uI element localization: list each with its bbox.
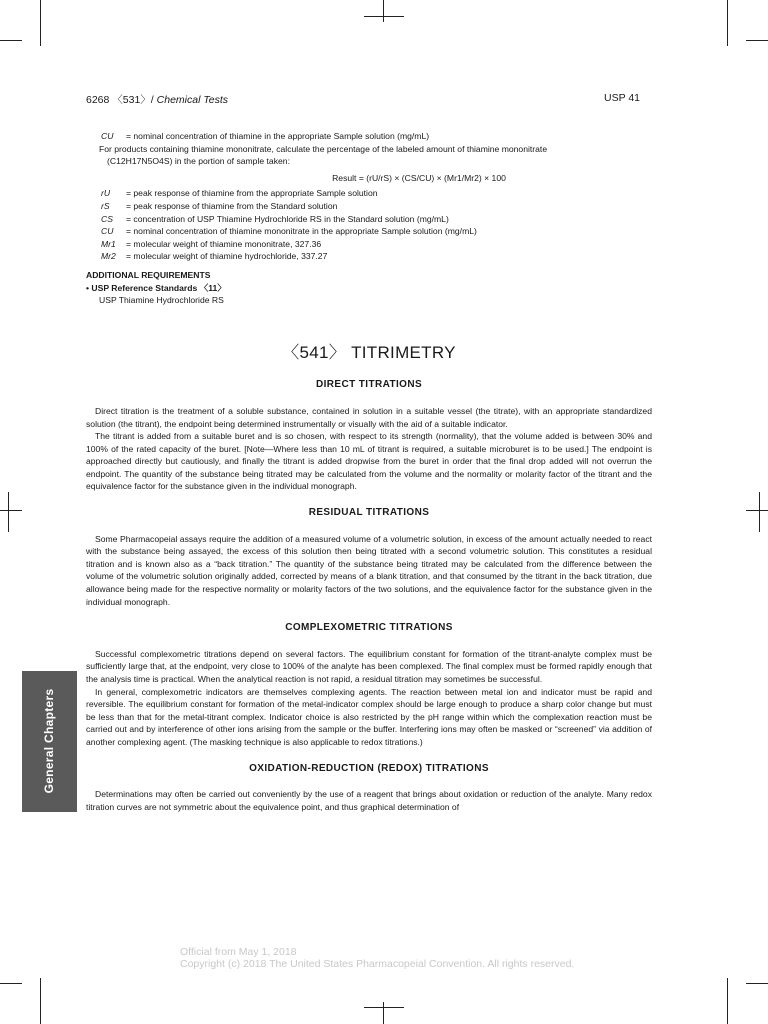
definition-text: = nominal concentration of thiamine in the appropriate Sample solution (mg/mL) [126, 131, 430, 141]
definition-text: = concentration of USP Thiamine Hydrochloride RS in the Standard solution (mg/mL) [126, 213, 449, 224]
footer-official-line: Official from May 1, 2018 [180, 946, 297, 958]
footer-notice [180, 946, 574, 970]
body-paragraph: Successful complexometric titrations depend on several factors. The equilibrium constant for formation of the titrant-analyte complex must be sufficiently large that, at the endpoint, very close to 100% of the analyte has been complexed. The final complex must be formed rapidly enough that the analysis time is practical. When the analytical reaction is not rapid, a residual titration may sometimes be successful. [86, 648, 652, 684]
definition-symbol: Mr2 [101, 251, 116, 262]
definition-text: = peak response of thiamine from the Standard solution [126, 200, 338, 211]
body-paragraph: In general, complexometric indicators are themselves complexing agents. The reaction between metal ion and indicator must be rapid and reversible. The equilibrium constant for formation of the metal-indicator complex should be large enough to produce a sharp color change but must be less than that for the metal-titrant complex. Indicator choice is also restricted by the pH range within which the complexation reaction must be carried out and by interference of other ions arising from the sample or the buffer. Interfering ions may often be masked or “screened” via addition of another complexing agent. (The masking technique is also applicable to redox titrations.) [86, 686, 652, 747]
definition-text: = molecular weight of thiamine mononitrate, 327.36 [126, 238, 322, 249]
section-title: DIRECT TITRATIONS [315, 379, 423, 391]
definition-row [86, 250, 652, 263]
result-formula: Result = (rU/rS) × (CS/CU) × (Mr1/Mr2) × 100 [332, 172, 506, 183]
crop-mark [383, 0, 384, 22]
crop-mark [746, 40, 768, 41]
definition-row [86, 187, 652, 200]
crop-mark [364, 16, 404, 17]
definition-row [86, 130, 652, 143]
chapter-title: 〈541〉 TITRIMETRY [282, 342, 456, 362]
definition-symbol: rS [101, 200, 110, 211]
body-paragraph: Some Pharmacopeial assays require the addition of a measured volume of a volumetric solution, in excess of the amount actually needed to react with the substance being assayed, the excess of this solution then being titrated with a second volumetric solution. This constitutes a residual titration and is known also as a “back titration.” The quantity of the substance being titrated may be calculated from the difference between the volume of the volumetric solution originally added, corrected by means of a blank titration, and that consumed by the titrant in the back titration, due allowance being made for the respective normality or molarity factors of the two solutions, and the equivalence factor for the substance given in the individual monograph. [86, 533, 652, 607]
section-title: COMPLEXOMETRIC TITRATIONS [285, 622, 453, 634]
crop-mark [0, 40, 22, 41]
definition-symbol: CS [101, 213, 113, 224]
running-header-left [86, 92, 228, 107]
body-paragraph: The titrant is added from a suitable buret and is so chosen, with respect to its strength (normality), that the volume added is between 30% and 100% of the rated capacity of the buret. [Note—Where less than 10 mL of titrant is required, a suitable microburet is to be used.] The endpoint is approached directly but cautiously, and finally the titrant is added dropwise from the buret in order that the final drop added will not overrun the endpoint. The quantity of the substance being titrated may be calculated from the volume and the normality or molarity factor of the titrant and the equivalence factor for the substance given in the individual monograph. [86, 431, 652, 492]
crop-mark [727, 0, 728, 46]
reference-standard-item: USP Thiamine Hydrochloride RS [99, 295, 224, 306]
side-tab-label: General Chapters [42, 688, 56, 794]
crop-mark [759, 492, 760, 532]
crop-mark [364, 1007, 404, 1008]
section-residual-titrations [86, 507, 652, 608]
intro-paragraph-cont: (C12H17N5O4S) in the portion of sample taken: [107, 156, 290, 167]
section-direct-titrations [86, 379, 652, 493]
definition-symbol: rU [101, 188, 111, 199]
definition-text: = molecular weight of thiamine hydrochloride, 337.27 [126, 251, 328, 262]
definition-text: = peak response of thiamine from the appropriate Sample solution [126, 188, 378, 199]
page-chapter-ref: 6268 〈531〉/ [86, 94, 154, 106]
definition-row [86, 225, 652, 238]
section-complexometric-titrations [86, 622, 652, 748]
definition-row [86, 213, 652, 226]
crop-mark [40, 978, 41, 1024]
definition-row [86, 238, 652, 251]
crop-mark [383, 1002, 384, 1024]
body-paragraph: Determinations may often be carried out conveniently by the use of a reagent that brings about oxidation or reduction of the analyte. Many redox titration curves are not symmetric about the equivalence point, and thus graphical determination of [86, 789, 652, 812]
body-paragraph: Direct titration is the treatment of a soluble substance, contained in solution in a suitable vessel (the titrate), with an appropriate standardized solution (the titrant), the endpoint being determined instrumentally or visually with the aid of a suitable indicator. [86, 405, 652, 429]
additional-requirements-heading: ADDITIONAL REQUIREMENTS [86, 269, 211, 280]
definitions-list [86, 187, 652, 263]
general-chapters-tab [22, 671, 77, 812]
running-header-right: USP 41 [604, 92, 640, 104]
section-title: RESIDUAL TITRATIONS [308, 507, 430, 519]
crop-mark [40, 0, 41, 46]
definition-text: = nominal concentration of thiamine mononitrate in the appropriate Sample solution (mg/mL) [126, 226, 477, 237]
footer-copyright-line: Copyright (c) 2018 The United States Pharmacopeial Convention. All rights reserved. [180, 958, 575, 970]
definition-symbol: Mr1 [101, 238, 116, 249]
crop-mark [727, 978, 728, 1024]
intro-paragraph: For products containing thiamine mononitrate, calculate the percentage of the labeled amount of thiamine mononitrate [99, 143, 548, 154]
definition-symbol: CU [101, 131, 114, 141]
crop-mark [8, 492, 9, 532]
section-redox-titrations [86, 763, 652, 814]
crop-mark [0, 983, 22, 984]
crop-mark [746, 983, 768, 984]
section-title: OXIDATION-REDUCTION (REDOX) TITRATIONS [249, 762, 489, 774]
definition-row [86, 200, 652, 213]
definition-symbol: CU [101, 226, 114, 237]
crop-mark [0, 510, 22, 511]
reference-standards-bullet: • USP Reference Standards 〈11〉 [86, 282, 226, 293]
header-title: Chemical Tests [156, 94, 229, 106]
crop-mark [746, 510, 768, 511]
page-content [86, 130, 652, 813]
